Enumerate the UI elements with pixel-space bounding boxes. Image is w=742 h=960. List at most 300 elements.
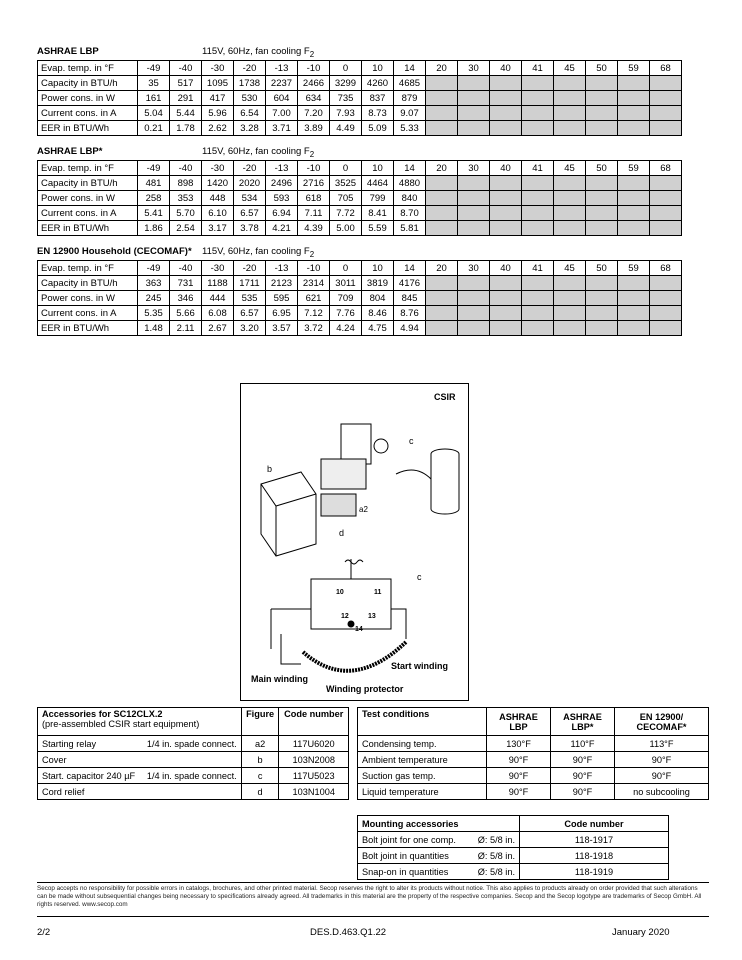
- table-cell: [554, 91, 586, 106]
- table-cell: 6.57: [234, 206, 266, 221]
- table-row: [38, 736, 349, 752]
- table-cell: [426, 306, 458, 321]
- table-cell: 534: [234, 191, 266, 206]
- table-cell: [458, 76, 490, 91]
- table-cell: [586, 91, 618, 106]
- table-cell: [426, 106, 458, 121]
- table-cell: [522, 321, 554, 336]
- table-cell: 50: [586, 161, 618, 176]
- table-cell: 2.67: [202, 321, 234, 336]
- terminal-13: 13: [368, 613, 376, 620]
- table-cell: [586, 106, 618, 121]
- terminal-11: 11: [374, 589, 382, 596]
- table-cell: [586, 191, 618, 206]
- table-cell: -40: [170, 261, 202, 276]
- accessory-note: [141, 752, 241, 768]
- table-cell: [618, 76, 650, 91]
- table-cell: [426, 121, 458, 136]
- table-cell: 840: [394, 191, 426, 206]
- table-cell: [650, 221, 682, 236]
- table-cell: 618: [298, 191, 330, 206]
- table-cell: [554, 76, 586, 91]
- table-cell: 68: [650, 161, 682, 176]
- row-label: Current cons. in A: [38, 306, 138, 321]
- table-row: [38, 221, 682, 236]
- table-cell: 14: [394, 61, 426, 76]
- terminal-10: 10: [336, 589, 344, 596]
- table-cell: [522, 221, 554, 236]
- mounting-header: Mounting accessories: [358, 816, 520, 832]
- figure-title: CSIR: [434, 392, 456, 402]
- table-cell: 45: [554, 261, 586, 276]
- table-cell: -20: [234, 261, 266, 276]
- table-cell: [426, 76, 458, 91]
- condition-value: 90°F: [615, 752, 709, 768]
- table-row: [358, 752, 709, 768]
- capacitor-illustration: [396, 449, 459, 514]
- table-cell: [586, 276, 618, 291]
- table-cell: 444: [202, 291, 234, 306]
- table-row: [38, 276, 682, 291]
- table-cell: [586, 306, 618, 321]
- table-cell: 5.41: [138, 206, 170, 221]
- table-cell: 6.08: [202, 306, 234, 321]
- mounting-size: Ø: 5/8 in.: [469, 864, 519, 880]
- table-row: [38, 291, 682, 306]
- table-cell: -10: [298, 261, 330, 276]
- table-cell: [586, 291, 618, 306]
- footer-divider: [37, 882, 709, 883]
- table-cell: 4260: [362, 76, 394, 91]
- code-col-header: Code number: [279, 708, 349, 736]
- disclaimer: Secop accepts no responsibility for possible errors in catalogs, brochures, and other printed material. Secop reserves the right to alter its products without notice. This also applies to products already on order provided that such alterations can be made without subsequential changes being necessary to specifications already agreed. All trademarks in this material are the property of the respective companies. Secop and the Secop logotype are trademarks of Secop GmbH. All rights reserved. www.secop.com: [37, 885, 702, 908]
- table-cell: [618, 106, 650, 121]
- table-cell: 709: [330, 291, 362, 306]
- table-cell: 2020: [234, 176, 266, 191]
- table-cell: 4.49: [330, 121, 362, 136]
- table-cell: 481: [138, 176, 170, 191]
- table-row: [38, 306, 682, 321]
- table-cell: [650, 121, 682, 136]
- table-cell: 5.44: [170, 106, 202, 121]
- table-cell: 8.41: [362, 206, 394, 221]
- table-cell: [522, 176, 554, 191]
- mounting-code: 118-1917: [520, 832, 669, 848]
- table-cell: -49: [138, 161, 170, 176]
- table-cell: [522, 121, 554, 136]
- table-cell: 1188: [202, 276, 234, 291]
- table-cell: 3011: [330, 276, 362, 291]
- table-cell: 7.93: [330, 106, 362, 121]
- winding-protector-label: Winding protector: [326, 684, 404, 694]
- schematic: [271, 559, 406, 671]
- table-cell: [554, 321, 586, 336]
- accessory-code: 117U5023: [279, 768, 349, 784]
- table-cell: 59: [618, 161, 650, 176]
- table-cell: 845: [394, 291, 426, 306]
- table-cell: 30: [458, 261, 490, 276]
- table-cell: [458, 106, 490, 121]
- table-cell: 3.28: [234, 121, 266, 136]
- table-cell: [490, 121, 522, 136]
- table-cell: 3525: [330, 176, 362, 191]
- wiring-diagram-figure: [240, 383, 469, 701]
- table-cell: [650, 176, 682, 191]
- table-cell: 41: [522, 161, 554, 176]
- table-cell: 161: [138, 91, 170, 106]
- table-cell: [618, 321, 650, 336]
- table-cell: 5.66: [170, 306, 202, 321]
- table-cell: 731: [170, 276, 202, 291]
- row-label: Power cons. in W: [38, 291, 138, 306]
- table-cell: [618, 306, 650, 321]
- table-cell: 14: [394, 161, 426, 176]
- table-cell: 2496: [266, 176, 298, 191]
- table-cell: 0: [330, 161, 362, 176]
- table-cell: 35: [138, 76, 170, 91]
- table-cell: -49: [138, 61, 170, 76]
- table-row: [38, 784, 349, 800]
- table-row: [38, 206, 682, 221]
- test-conditions-table: [357, 707, 709, 800]
- table-cell: 353: [170, 191, 202, 206]
- test-conditions-label: 115V, 60Hz, fan cooling $F_2$: [202, 46, 315, 59]
- table-cell: 30: [458, 61, 490, 76]
- table-cell: [458, 121, 490, 136]
- table-cell: -30: [202, 161, 234, 176]
- table-cell: 4.94: [394, 321, 426, 336]
- table-cell: 634: [298, 91, 330, 106]
- table-row: [38, 321, 682, 336]
- accessory-code: 103N1004: [279, 784, 349, 800]
- table-cell: -13: [266, 161, 298, 176]
- table-cell: 1.48: [138, 321, 170, 336]
- table-cell: 879: [394, 91, 426, 106]
- table-cell: 14: [394, 261, 426, 276]
- table-cell: 4.75: [362, 321, 394, 336]
- table-cell: 621: [298, 291, 330, 306]
- test-conditions-label: 115V, 60Hz, fan cooling $F_2$: [202, 146, 315, 159]
- label-a2: a2: [359, 505, 368, 514]
- condition-value: 90°F: [487, 768, 551, 784]
- figure-col-header: Figure: [241, 708, 279, 736]
- table-cell: 4.39: [298, 221, 330, 236]
- table-cell: 68: [650, 261, 682, 276]
- table-cell: 3.72: [298, 321, 330, 336]
- table-cell: 45: [554, 61, 586, 76]
- table-cell: 705: [330, 191, 362, 206]
- table-cell: 6.94: [266, 206, 298, 221]
- table-cell: 1095: [202, 76, 234, 91]
- table-cell: 245: [138, 291, 170, 306]
- table-cell: [554, 176, 586, 191]
- table-cell: 1420: [202, 176, 234, 191]
- terminal-14: 14: [355, 626, 363, 633]
- mounting-size: Ø: 5/8 in.: [469, 848, 519, 864]
- accessory-name: Cover: [38, 752, 142, 768]
- main-winding-label: Main winding: [251, 674, 308, 684]
- table-cell: 10: [362, 261, 394, 276]
- accessory-figure: a2: [241, 736, 279, 752]
- table-cell: [490, 176, 522, 191]
- table-cell: -40: [170, 61, 202, 76]
- table-cell: [426, 321, 458, 336]
- table-cell: 59: [618, 61, 650, 76]
- table-row: [358, 848, 669, 864]
- table-cell: 4176: [394, 276, 426, 291]
- table-row: [38, 61, 682, 76]
- table-cell: [458, 306, 490, 321]
- accessory-figure: c: [241, 768, 279, 784]
- table-cell: [426, 91, 458, 106]
- table-cell: 10: [362, 61, 394, 76]
- table-cell: 1711: [234, 276, 266, 291]
- table-cell: 68: [650, 61, 682, 76]
- table-cell: 5.81: [394, 221, 426, 236]
- table-row: [38, 176, 682, 191]
- table-cell: [650, 276, 682, 291]
- table-cell: [586, 321, 618, 336]
- table-cell: [522, 191, 554, 206]
- row-label: Capacity in BTU/h: [38, 176, 138, 191]
- accessory-code: 103N2008: [279, 752, 349, 768]
- table-cell: 4880: [394, 176, 426, 191]
- table-cell: 1.86: [138, 221, 170, 236]
- table-cell: 3299: [330, 76, 362, 91]
- table-row: [358, 736, 709, 752]
- table-cell: 59: [618, 261, 650, 276]
- table-cell: 735: [330, 91, 362, 106]
- row-label: Current cons. in A: [38, 206, 138, 221]
- table-cell: 804: [362, 291, 394, 306]
- table-cell: 8.76: [394, 306, 426, 321]
- table-cell: [490, 291, 522, 306]
- page-number: 2/2: [37, 927, 51, 938]
- table-cell: 30: [458, 161, 490, 176]
- table-cell: 898: [170, 176, 202, 191]
- row-label: Power cons. in W: [38, 191, 138, 206]
- table-cell: 6.57: [234, 306, 266, 321]
- table-cell: 417: [202, 91, 234, 106]
- table-cell: 535: [234, 291, 266, 306]
- table-cell: [490, 306, 522, 321]
- table-row: [38, 91, 682, 106]
- table-cell: [586, 221, 618, 236]
- table-cell: [458, 91, 490, 106]
- label-c-schematic: c: [417, 572, 422, 582]
- table-row: [38, 191, 682, 206]
- table-cell: [650, 191, 682, 206]
- col-ashrae-lbp: ASHRAE LBP: [487, 708, 551, 736]
- table-cell: 5.35: [138, 306, 170, 321]
- table-cell: 3.20: [234, 321, 266, 336]
- condition-value: no subcooling: [615, 784, 709, 800]
- table-cell: [554, 306, 586, 321]
- table-cell: 20: [426, 161, 458, 176]
- table-cell: 593: [266, 191, 298, 206]
- table-cell: 4685: [394, 76, 426, 91]
- table-cell: [650, 76, 682, 91]
- footer-divider: [37, 916, 709, 917]
- table-cell: 7.11: [298, 206, 330, 221]
- table-cell: [458, 176, 490, 191]
- table-cell: [586, 176, 618, 191]
- table-cell: [650, 306, 682, 321]
- table-cell: 799: [362, 191, 394, 206]
- row-label: Capacity in BTU/h: [38, 276, 138, 291]
- table-cell: 2123: [266, 276, 298, 291]
- table-cell: [586, 76, 618, 91]
- accessory-note: 1/4 in. spade connect.: [141, 768, 241, 784]
- table-cell: -10: [298, 161, 330, 176]
- table-cell: 595: [266, 291, 298, 306]
- table-cell: 5.96: [202, 106, 234, 121]
- table-cell: [650, 106, 682, 121]
- table-cell: [522, 76, 554, 91]
- table-cell: 2.11: [170, 321, 202, 336]
- table-cell: 41: [522, 61, 554, 76]
- table-cell: 45: [554, 161, 586, 176]
- table-cell: 40: [490, 161, 522, 176]
- table-row: [358, 864, 669, 880]
- table-row: [358, 784, 709, 800]
- cover-illustration: [261, 472, 316, 556]
- table-cell: 7.76: [330, 306, 362, 321]
- table-cell: [490, 321, 522, 336]
- accessory-figure: d: [241, 784, 279, 800]
- table-cell: [426, 221, 458, 236]
- table-cell: [490, 76, 522, 91]
- row-label: Power cons. in W: [38, 91, 138, 106]
- table-cell: 5.04: [138, 106, 170, 121]
- table-cell: 4464: [362, 176, 394, 191]
- start-winding-label: Start winding: [391, 661, 448, 671]
- condition-value: 90°F: [487, 784, 551, 800]
- table-cell: 837: [362, 91, 394, 106]
- table-cell: [522, 106, 554, 121]
- row-label: EER in BTU/Wh: [38, 121, 138, 136]
- table-cell: [618, 291, 650, 306]
- table-cell: 3819: [362, 276, 394, 291]
- row-label: EER in BTU/Wh: [38, 221, 138, 236]
- condition-value: 90°F: [615, 768, 709, 784]
- mounting-size: Ø: 5/8 in.: [469, 832, 519, 848]
- table-cell: 40: [490, 261, 522, 276]
- accessory-name: Starting relay: [38, 736, 142, 752]
- label-d: d: [339, 528, 345, 538]
- table-cell: [554, 106, 586, 121]
- table-cell: [586, 121, 618, 136]
- table-cell: 10: [362, 161, 394, 176]
- mounting-code-header: Code number: [520, 816, 669, 832]
- table-cell: 448: [202, 191, 234, 206]
- table-cell: 20: [426, 61, 458, 76]
- performance-table-ashrae-lbp: [37, 60, 682, 136]
- mounting-label: Bolt joint for one comp.: [358, 832, 470, 848]
- table-cell: [618, 121, 650, 136]
- condition-value: 90°F: [551, 768, 615, 784]
- table-cell: 2466: [298, 76, 330, 91]
- table-cell: 7.72: [330, 206, 362, 221]
- table-cell: -20: [234, 61, 266, 76]
- row-label: EER in BTU/Wh: [38, 321, 138, 336]
- table-cell: 5.09: [362, 121, 394, 136]
- table-cell: -40: [170, 161, 202, 176]
- table-cell: -13: [266, 61, 298, 76]
- table-cell: [586, 206, 618, 221]
- table-cell: [490, 191, 522, 206]
- table-cell: 346: [170, 291, 202, 306]
- table-cell: [458, 276, 490, 291]
- condition-label: Liquid temperature: [358, 784, 487, 800]
- table-cell: [458, 206, 490, 221]
- table-cell: 3.57: [266, 321, 298, 336]
- table-cell: [522, 91, 554, 106]
- table-row: [38, 106, 682, 121]
- table-cell: -20: [234, 161, 266, 176]
- table-cell: [458, 191, 490, 206]
- table-cell: 3.71: [266, 121, 298, 136]
- condition-value: 90°F: [551, 752, 615, 768]
- table-cell: [426, 276, 458, 291]
- table-cell: 40: [490, 61, 522, 76]
- row-label: Evap. temp. in °F: [38, 61, 138, 76]
- table-cell: 2237: [266, 76, 298, 91]
- table-cell: 3.78: [234, 221, 266, 236]
- table-cell: [490, 221, 522, 236]
- mounting-label: Bolt joint in quantities: [358, 848, 470, 864]
- table-cell: 1.78: [170, 121, 202, 136]
- table-cell: 0.21: [138, 121, 170, 136]
- condition-label: Suction gas temp.: [358, 768, 487, 784]
- table-cell: [618, 176, 650, 191]
- condition-label: Ambient temperature: [358, 752, 487, 768]
- table-cell: 2314: [298, 276, 330, 291]
- performance-table-ashrae-lbp-star: [37, 160, 682, 236]
- table-cell: 7.12: [298, 306, 330, 321]
- document-code: DES.D.463.Q1.22: [310, 927, 387, 938]
- table-cell: 530: [234, 91, 266, 106]
- table-cell: 291: [170, 91, 202, 106]
- table-cell: [554, 206, 586, 221]
- label-c: c: [409, 436, 414, 446]
- mounting-code: 118-1919: [520, 864, 669, 880]
- condition-value: 90°F: [487, 752, 551, 768]
- table-cell: -13: [266, 261, 298, 276]
- label-b: b: [267, 464, 273, 474]
- accessory-note: 1/4 in. spade connect.: [141, 736, 241, 752]
- table-cell: [522, 291, 554, 306]
- date: January 2020: [612, 927, 670, 938]
- accessory-name: Cord relief: [38, 784, 142, 800]
- table-cell: [650, 91, 682, 106]
- table-cell: [618, 91, 650, 106]
- table-cell: [490, 276, 522, 291]
- table-cell: [618, 276, 650, 291]
- row-label: Current cons. in A: [38, 106, 138, 121]
- table-cell: 3.89: [298, 121, 330, 136]
- table-cell: 6.54: [234, 106, 266, 121]
- table-cell: 7.00: [266, 106, 298, 121]
- table-cell: 517: [170, 76, 202, 91]
- accessory-figure: b: [241, 752, 279, 768]
- table-cell: 6.10: [202, 206, 234, 221]
- test-conditions-header: Test conditions: [358, 708, 487, 736]
- table-row: [38, 752, 349, 768]
- test-conditions-label: 115V, 60Hz, fan cooling $F_2$: [202, 246, 315, 259]
- table-cell: [490, 206, 522, 221]
- table-cell: -10: [298, 61, 330, 76]
